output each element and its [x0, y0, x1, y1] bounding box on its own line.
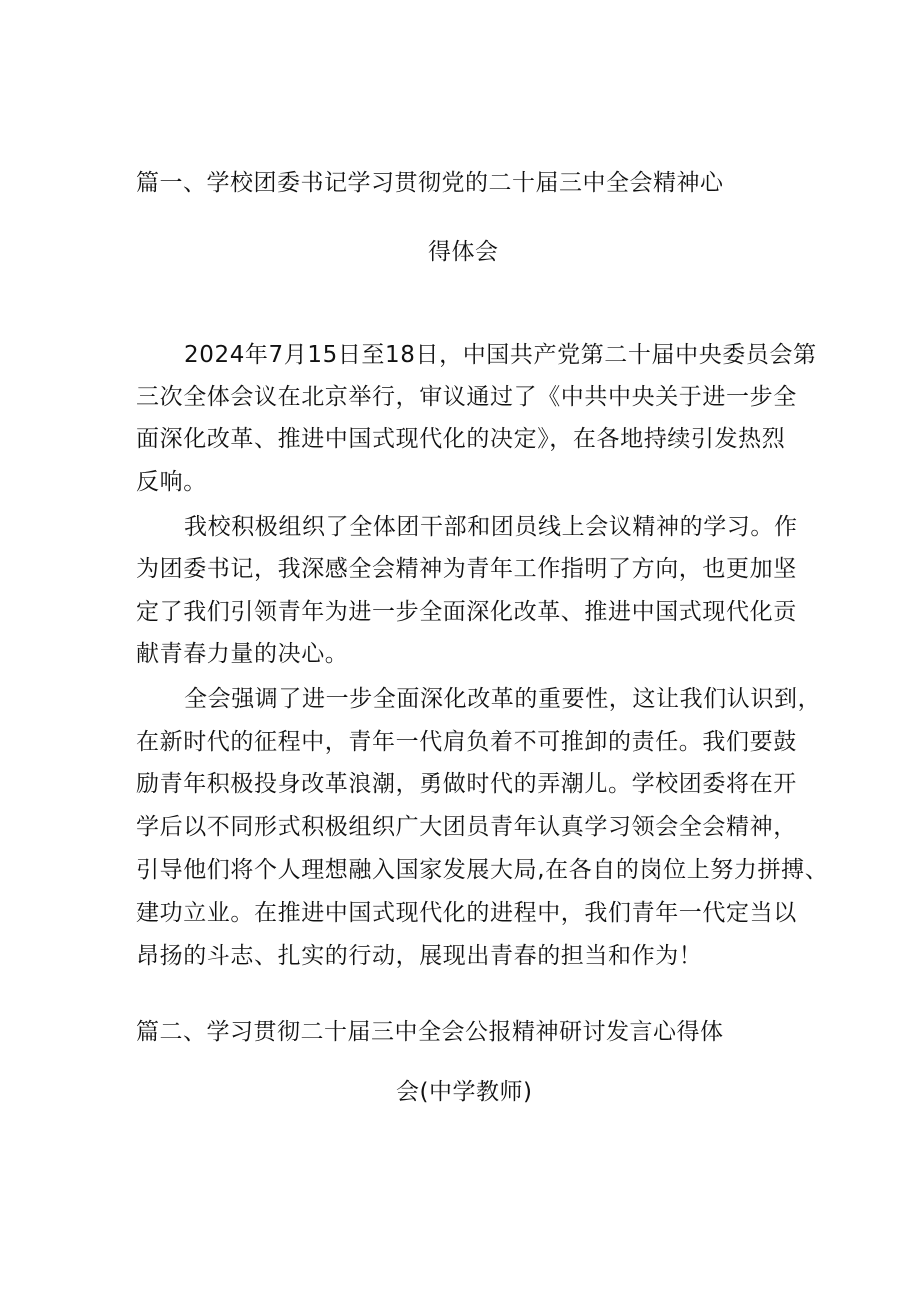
- paragraph2-line2: 为团委书记，我深感全会精神为青年工作指明了方向，也更加坚: [136, 556, 797, 582]
- paragraph1-line1: 2024年7月15日至18日，中国共产党第二十届中央委员会第: [184, 342, 817, 368]
- paragraph2-line3: 定了我们引领青年为进一步全面深化改革、推进中国式现代化贡: [136, 599, 797, 625]
- paragraph3-line7: 昂扬的斗志、扎实的行动，展现出青春的担当和作为！: [136, 943, 703, 969]
- paragraph1-line4: 反响。: [136, 469, 207, 495]
- paragraph2-line4: 献青春力量的决心。: [136, 641, 349, 667]
- section2-title-line2: 会(中学教师): [396, 1079, 533, 1105]
- paragraph3-line2: 在新时代的征程中，青年一代肩负着不可推卸的责任。我们要鼓: [136, 729, 797, 755]
- section1-title-line1: 篇一、学校团委书记学习贯彻党的二十届三中全会精神心: [136, 170, 724, 196]
- paragraph3-line3: 励青年积极投身改革浪潮，勇做时代的弄潮儿。学校团委将在开: [136, 771, 797, 797]
- paragraph3-line1: 全会强调了进一步全面深化改革的重要性，这让我们认识到，: [184, 686, 822, 712]
- paragraph3-line6: 建功立业。在推进中国式现代化的进程中，我们青年一代定当以: [136, 900, 797, 926]
- section2-title-line1: 篇二、学习贯彻二十届三中全会公报精神研讨发言心得体: [136, 1019, 724, 1045]
- paragraph1-line3: 面深化改革、推进中国式现代化的决定》，在各地持续引发热烈: [136, 426, 786, 452]
- section1-title-line2: 得体会: [428, 239, 499, 265]
- paragraph1-line2: 三次全体会议在北京举行，审议通过了《中共中央关于进一步全: [136, 384, 797, 410]
- paragraph2-line1: 我校积极组织了全体团干部和团员线上会议精神的学习。作: [184, 514, 798, 540]
- paragraph3-line5: 引导他们将个人理想融入国家发展大局,在各自的岗位上努力拼搏、: [136, 857, 829, 883]
- paragraph3-line4: 学后以不同形式积极组织广大团员青年认真学习领会全会精神，: [136, 814, 797, 840]
